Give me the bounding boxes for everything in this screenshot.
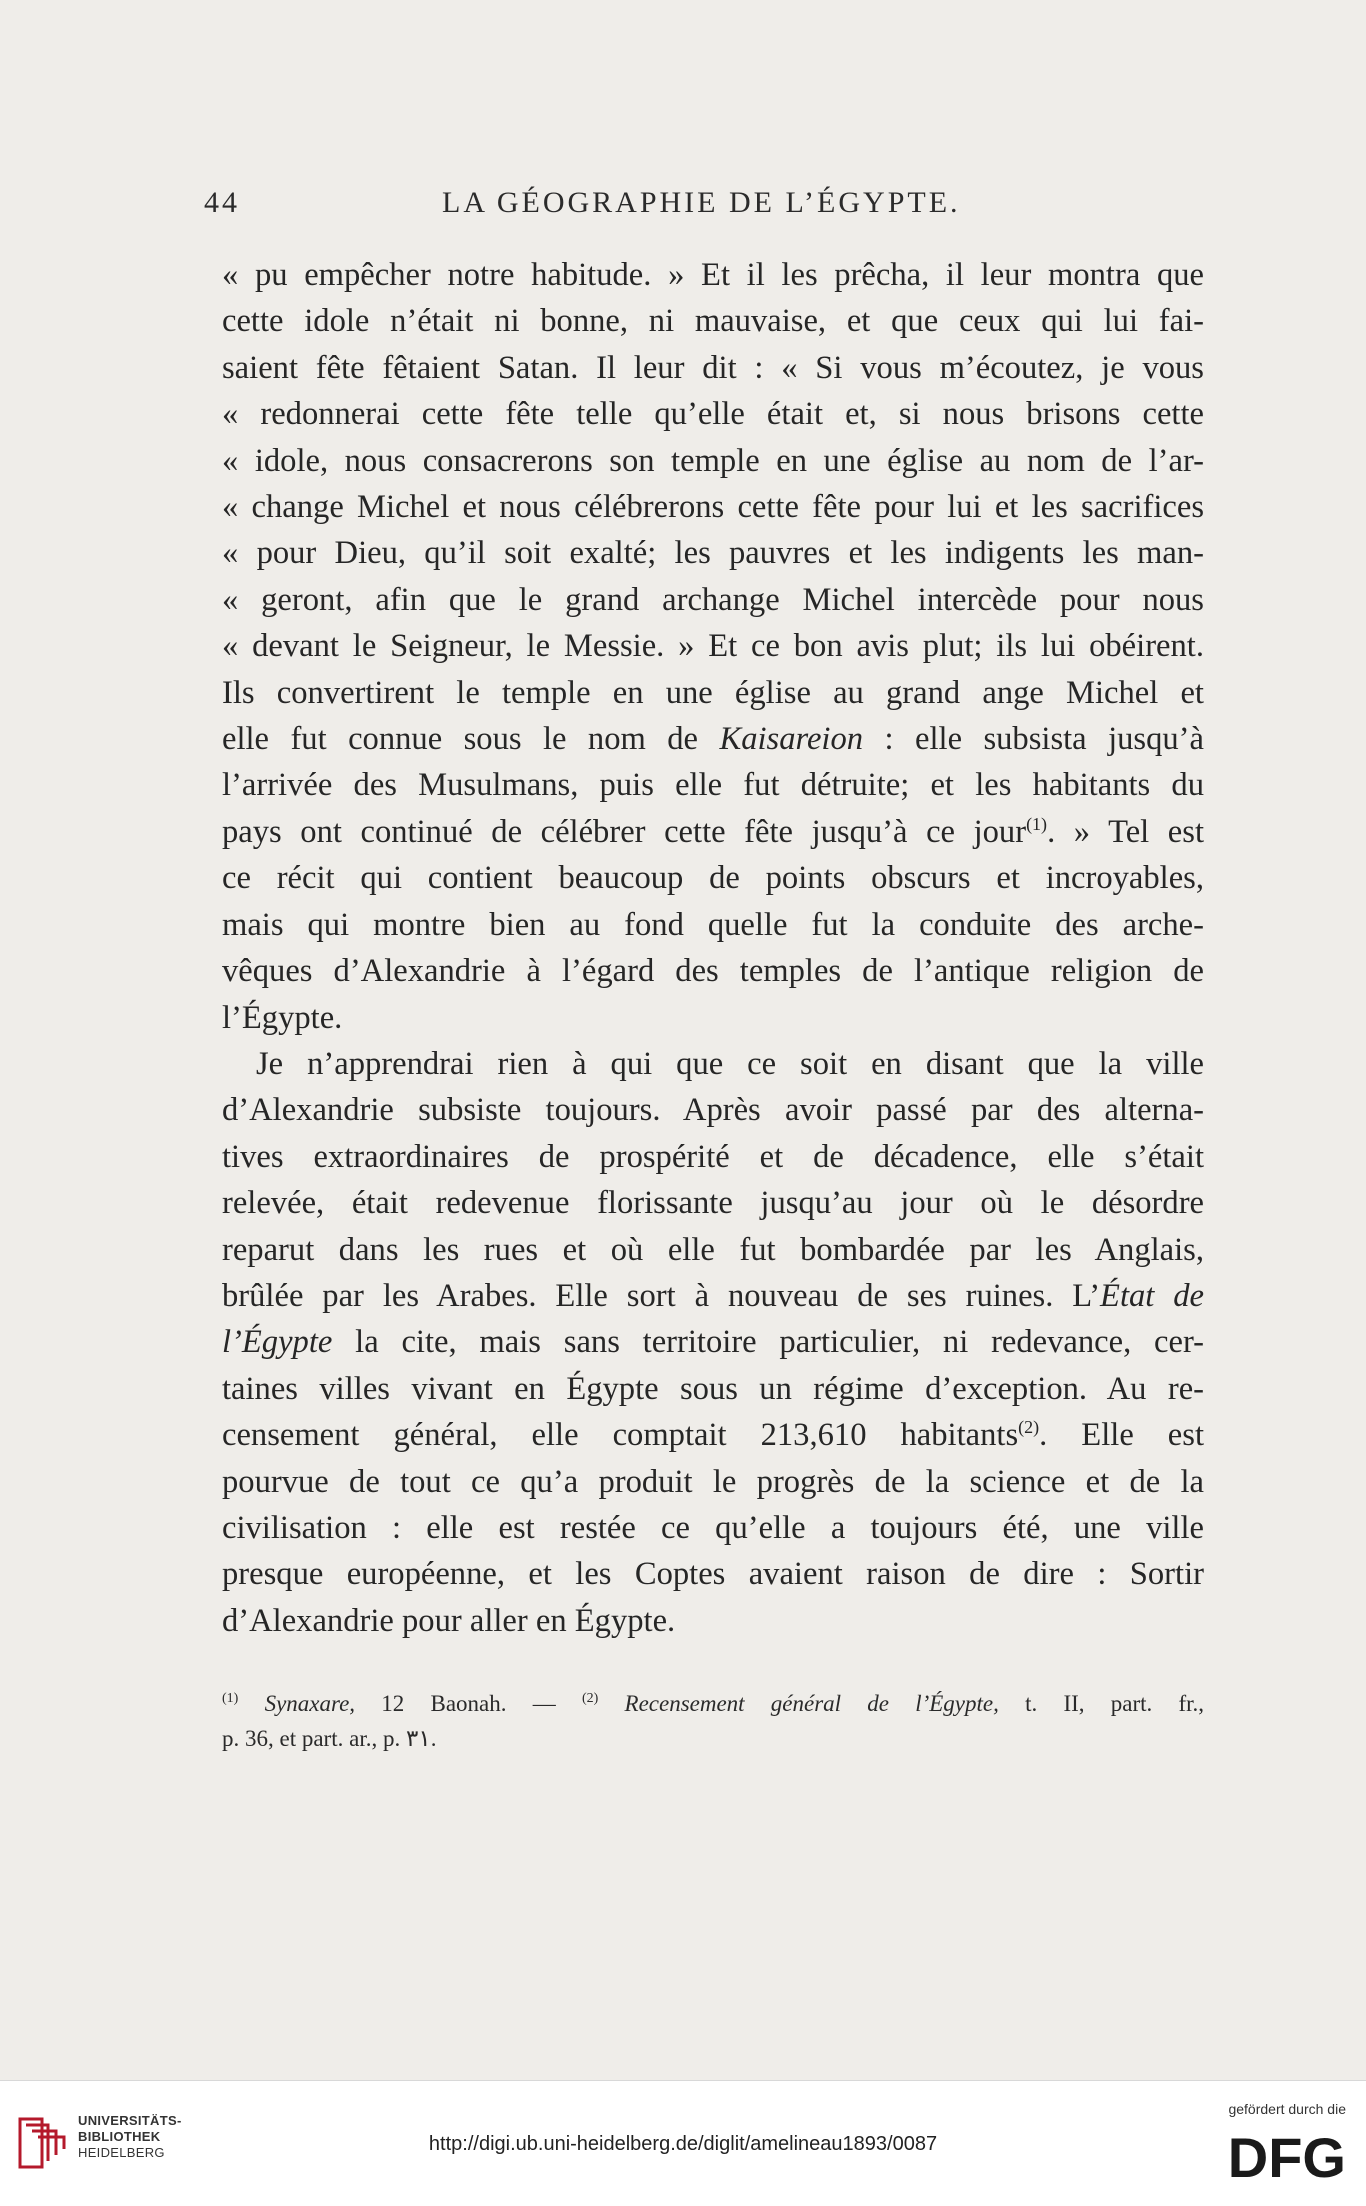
text-line: Je n’apprendrai rien à qui que ce soit en disant que la ville xyxy=(256,1045,1204,1082)
text-line: cette idole n’était ni bonne, ni mauvaise, et que ceux qui lui fai- xyxy=(222,303,1204,340)
text-line xyxy=(222,716,1204,762)
footnote-ref: (1) xyxy=(1026,813,1048,834)
text-segment: . » Tel est xyxy=(1047,813,1204,850)
footer-bar xyxy=(0,2080,1366,2206)
text-line: « devant le Seigneur, le Messie. » Et ce bon avis plut; ils lui obéirent. xyxy=(222,628,1204,665)
text-line: « pour Dieu, qu’il soit exalté; les pauvres et les indigents les man- xyxy=(222,535,1204,572)
text-line xyxy=(222,1412,1204,1458)
italic-title: l’Égypte xyxy=(222,1324,333,1361)
text-line: relevée, était redevenue florissante jusqu’au jour où le désordre xyxy=(222,1185,1204,1222)
text-line: Ils convertirent le temple en une église au grand ange Michel et xyxy=(222,674,1204,711)
footnote-mark: (2) xyxy=(581,1691,599,1707)
text-line: pourvue de tout ce qu’a produit le progrès de la science et de la xyxy=(222,1463,1204,1500)
text-line: « pu empêcher notre habitude. » Et il les prêcha, il leur montra que xyxy=(222,257,1204,293)
text-line: l’arrivée des Musulmans, puis elle fut détruite; et les habitants du xyxy=(222,767,1204,804)
funder-caption: gefördert durch die xyxy=(1228,2101,1346,2117)
italic-title: État de xyxy=(1100,1277,1204,1314)
text-segment: la cite, mais sans territoire particulier, ni redevance, cer- xyxy=(332,1324,1204,1361)
text-segment: : elle subsista jusqu’à xyxy=(863,721,1204,758)
footnote-text: 12 Baonah. — xyxy=(355,1691,582,1717)
library-name-line: BIBLIOTHEK xyxy=(78,2129,161,2144)
text-line: d’Alexandrie subsiste toujours. Après avoir passé par des alterna- xyxy=(222,1092,1204,1129)
text-line: mais qui montre bien au fond quelle fut la conduite des arche- xyxy=(222,906,1204,943)
running-title: LA GÉOGRAPHIE DE L’ÉGYPTE. xyxy=(442,186,961,219)
footnote-text: t. II, part. fr., xyxy=(998,1691,1205,1717)
text-segment: brûlée par les Arabes. Elle sort à nouveau de ses ruines. L’ xyxy=(222,1277,1101,1314)
text-line: saient fête fêtaient Satan. Il leur dit : « Si vous m’écoutez, je vous xyxy=(222,349,1204,386)
text-segment: pays ont continué de célébrer cette fête jusqu’à ce jour xyxy=(222,813,1027,850)
text-line: « idole, nous consacrerons son temple en une église au nom de l’ar- xyxy=(222,442,1204,479)
footnote-source: Recensement général de l’Égypte, xyxy=(624,1691,999,1717)
text-line: vêques d’Alexandrie à l’égard des temples de l’antique religion de xyxy=(222,953,1204,990)
text-line xyxy=(222,1319,1204,1365)
dfg-logo-text: DFG xyxy=(1227,2127,1346,2183)
text-segment: . Elle est xyxy=(1039,1417,1204,1454)
footnote-line: p. 36, et part. ar., p. ٣١. xyxy=(222,1726,437,1752)
footnote-ref: (2) xyxy=(1018,1417,1040,1438)
body-text xyxy=(222,252,1204,1644)
text-line: ce récit qui contient beaucoup de points obscurs et incroyables, xyxy=(222,860,1204,897)
text-line: d’Alexandrie pour aller en Égypte. xyxy=(222,1602,676,1639)
text-line: « geront, afin que le grand archange Michel intercède pour nous xyxy=(222,581,1204,618)
text-segment: elle fut connue sous le nom de xyxy=(222,721,699,758)
library-name-line: HEIDELBERG xyxy=(78,2145,165,2160)
text-line xyxy=(222,809,1204,855)
text-line xyxy=(222,1273,1204,1319)
footnote-source: Synaxare, xyxy=(264,1691,356,1717)
text-line: civilisation : elle est restée ce qu’elle a toujours été, une ville xyxy=(222,1509,1204,1546)
footnote-line xyxy=(222,1686,1204,1721)
page-number: 44 xyxy=(204,186,240,219)
funder-credit xyxy=(1196,2101,1346,2191)
text-segment: censement général, elle comptait 213,610 habitants xyxy=(222,1417,1019,1454)
text-line: « redonnerai cette fête telle qu’elle était et, si nous brisons cette xyxy=(222,396,1204,433)
text-line: taines villes vivant en Égypte sous un régime d’exception. Au re- xyxy=(222,1370,1204,1407)
permalink-url[interactable]: http://digi.ub.uni-heidelberg.de/diglit/amelineau1893/0087 xyxy=(428,2133,938,2155)
running-head xyxy=(204,186,1204,230)
text-line: presque européenne, et les Coptes avaient raison de dire : Sortir xyxy=(222,1556,1204,1593)
footnotes xyxy=(222,1686,1204,1756)
text-line: « change Michel et nous célébrerons cette fête pour lui et les sacrifices xyxy=(222,489,1204,526)
page-content xyxy=(204,186,1205,1756)
footnote-mark: (1) xyxy=(222,1691,239,1707)
library-name-line: UNIVERSITÄTS- xyxy=(78,2113,182,2128)
text-line: reparut dans les rues et où elle fut bombardée par les Anglais, xyxy=(222,1231,1204,1268)
text-line: l’Égypte. xyxy=(222,999,343,1036)
dfg-logo-icon xyxy=(1216,2127,1346,2183)
text-line: tives extraordinaires de prospérité et de décadence, elle s’était xyxy=(222,1138,1204,1175)
italic-term: Kaisareion xyxy=(719,721,864,758)
